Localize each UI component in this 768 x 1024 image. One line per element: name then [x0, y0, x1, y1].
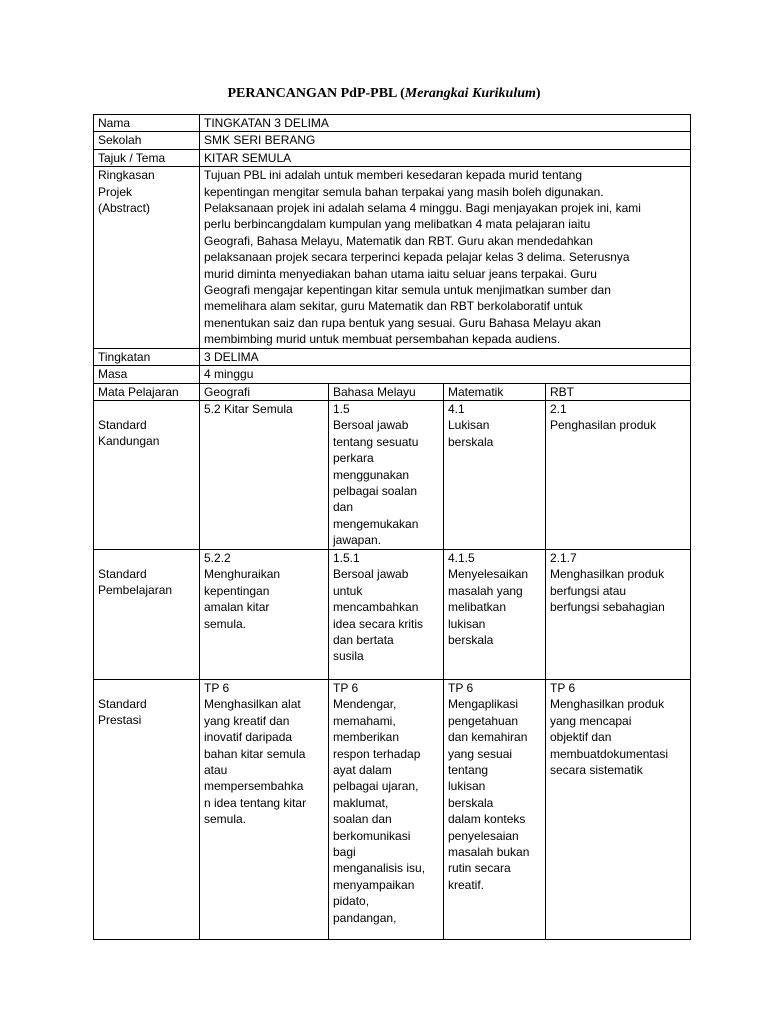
cell-line: mempersembahka	[204, 779, 304, 794]
cell-line: dan kemahiran	[448, 730, 528, 745]
cell-line: penyelesaian	[448, 828, 519, 843]
title-main: PERANCANGAN PdP-PBL (	[227, 86, 405, 101]
cell-line: tentang sesuatu	[333, 434, 419, 449]
abstract-line: Geografi mengajar kepentingan kitar semula untuk menjimatkan sumber dan	[204, 283, 611, 298]
cell-line: amalan kitar	[204, 600, 270, 615]
cell-kandungan-geografi	[200, 400, 329, 549]
cell-line: kepentingan	[204, 583, 270, 598]
cell-line: Penghasilan produk	[550, 418, 657, 433]
subject-geografi: Geografi	[200, 383, 329, 400]
label-ringkasan	[94, 167, 200, 348]
abstract-line: memelihara alam sekitar, guru Matematik dan RBT berkolaboratif untuk	[204, 299, 583, 314]
cell-line: tentang	[448, 762, 489, 777]
cell-kandungan-bahasa-melayu	[329, 400, 444, 549]
cell-line: berskala	[448, 632, 494, 647]
cell-line: berfungsi atau	[550, 583, 627, 598]
cell-line: memahami,	[333, 713, 396, 728]
cell-line: n idea tentang kitar	[204, 795, 307, 810]
row-standard-prestasi	[94, 679, 691, 939]
abstract-line: pelaksanaan projek secara terperinci kepada pelajar kelas 3 delima. Seterusnya	[204, 250, 630, 265]
row-sekolah	[94, 132, 691, 149]
cell-line: semula.	[204, 616, 247, 631]
abstract-line: kepentingan mengitar semula bahan terpakai yang masih boleh digunakan.	[204, 184, 604, 199]
cell-line: TP 6	[204, 680, 230, 695]
cell-line: Lukisan	[448, 418, 490, 433]
value-nama: TINGKATAN 3 DELIMA	[200, 115, 691, 132]
cell-line: TP 6	[333, 680, 359, 695]
label-line: Pembelajaran	[98, 583, 173, 598]
cell-line: berskala	[448, 434, 494, 449]
cell-line: susila	[333, 649, 364, 664]
value-sekolah: SMK SERI BERANG	[200, 132, 691, 149]
cell-pembelajaran-bahasa-melayu	[329, 549, 444, 679]
cell-line: inovatif daripada	[204, 730, 293, 745]
label-mata-pelajaran: Mata Pelajaran	[94, 383, 200, 400]
cell-line: soalan dan	[333, 812, 392, 827]
title-italic: Merangkai Kurikulum	[404, 86, 536, 101]
cell-line: respon terhadap	[333, 746, 421, 761]
cell-prestasi-rbt	[546, 679, 691, 939]
value-ringkasan	[200, 167, 691, 348]
cell-line: berfungsi sebahagian	[550, 600, 665, 615]
label-standard-prestasi	[94, 679, 200, 939]
cell-line: mengemukakan	[333, 516, 419, 531]
cell-line: bahan kitar semula	[204, 746, 306, 761]
cell-line: pandangan,	[333, 910, 397, 925]
cell-kandungan-matematik	[444, 400, 546, 549]
cell-line: Menghasilkan alat	[204, 697, 301, 712]
cell-line: yang kreatif dan	[204, 713, 290, 728]
cell-prestasi-bahasa-melayu	[329, 679, 444, 939]
cell-line: atau	[204, 762, 228, 777]
value-tajuk: KITAR SEMULA	[200, 149, 691, 166]
document-title	[0, 86, 768, 102]
cell-line: Mengaplikasi	[448, 697, 519, 712]
cell-line: pelbagai soalan	[333, 483, 418, 498]
cell-line: mencambahkan	[333, 600, 419, 615]
label-standard-pembelajaran	[94, 549, 200, 679]
value-masa: 4 minggu	[200, 366, 691, 383]
cell-line: semula.	[204, 812, 247, 827]
abstract-line: murid diminta menyediakan bahan utama iaitu seluar jeans terpakai. Guru	[204, 266, 597, 281]
label-line: Standard	[98, 696, 147, 711]
cell-line: dan	[333, 500, 354, 515]
label-ringkasan-line: Projek	[98, 184, 133, 199]
cell-line: lukisan	[448, 779, 486, 794]
subject-bahasa-melayu: Bahasa Melayu	[329, 383, 444, 400]
cell-line: lukisan	[448, 616, 486, 631]
cell-line: menganalisis isu,	[333, 861, 426, 876]
planning-table	[93, 114, 691, 940]
cell-line: maklumat,	[333, 795, 389, 810]
label-ringkasan-line: (Abstract)	[98, 201, 151, 216]
cell-line: pidato,	[333, 894, 370, 909]
cell-line: TP 6	[550, 680, 576, 695]
cell-line: Bersoal jawab	[333, 567, 409, 582]
cell-prestasi-geografi	[200, 679, 329, 939]
value-tingkatan: 3 DELIMA	[200, 348, 691, 365]
row-ringkasan	[94, 167, 691, 348]
row-tajuk	[94, 149, 691, 166]
cell-line: masalah bukan	[448, 844, 530, 859]
abstract-line: Geografi, Bahasa Melayu, Matematik dan RBT. Guru akan mendedahkan	[204, 233, 593, 248]
label-tajuk: Tajuk / Tema	[94, 149, 200, 166]
row-standard-pembelajaran	[94, 549, 691, 679]
cell-line: 1.5	[333, 401, 350, 416]
cell-line: Mendengar,	[333, 697, 397, 712]
row-masa	[94, 366, 691, 383]
label-nama: Nama	[94, 115, 200, 132]
subject-rbt: RBT	[546, 383, 691, 400]
cell-line: Bersoal jawab	[333, 418, 409, 433]
cell-line: Menghasilkan produk	[550, 697, 665, 712]
row-nama	[94, 115, 691, 132]
cell-line: TP 6	[448, 680, 474, 695]
cell-line: 1.5.1	[333, 550, 360, 565]
label-ringkasan-line: Ringkasan	[98, 168, 155, 183]
label-line: Prestasi	[98, 713, 142, 728]
cell-line: Menghuraikan	[204, 567, 281, 582]
cell-line: kreatif.	[448, 877, 485, 892]
abstract-line: perlu berbincangdalam kumpulan yang melibatkan 4 mata pelajaran iaitu	[204, 217, 591, 232]
cell-line: 4.1.5	[448, 550, 475, 565]
cell-line: 5.2.2	[204, 550, 231, 565]
cell-pembelajaran-rbt	[546, 549, 691, 679]
label-line: Standard	[98, 417, 147, 432]
cell-pembelajaran-geografi	[200, 549, 329, 679]
cell-line: ayat dalam	[333, 762, 392, 777]
cell-line: membuatdokumentasi	[550, 746, 669, 761]
row-mata-pelajaran	[94, 383, 691, 400]
cell-line: memberikan	[333, 730, 400, 745]
cell-line: rutin secara	[448, 861, 511, 876]
cell-line: menyampaikan	[333, 877, 415, 892]
cell-line: yang mencapai	[550, 713, 632, 728]
abstract-line: Pelaksanaan projek ini adalah selama 4 minggu. Bagi menjayakan projek ini, kami	[204, 201, 641, 216]
cell-pembelajaran-matematik	[444, 549, 546, 679]
cell-line: jawapan.	[333, 533, 382, 548]
label-line: Standard	[98, 566, 147, 581]
cell-line: dalam konteks	[448, 812, 526, 827]
cell-line: yang sesuai	[448, 746, 513, 761]
cell-line: 2.1.7	[550, 550, 577, 565]
subject-matematik: Matematik	[444, 383, 546, 400]
cell-prestasi-matematik	[444, 679, 546, 939]
cell-line: secara sistematik	[550, 762, 643, 777]
cell-line: Menghasilkan produk	[550, 567, 665, 582]
cell-line: objektif dan	[550, 730, 612, 745]
abstract-line: Tujuan PBL ini adalah untuk memberi kesedaran kepada murid tentang	[204, 168, 583, 183]
abstract-line: menentukan saiz dan rupa bentuk yang sesuai. Guru Bahasa Melayu akan	[204, 315, 601, 330]
cell-line: melibatkan	[448, 600, 507, 615]
cell-line: 5.2 Kitar Semula	[204, 401, 293, 416]
label-line: Kandungan	[98, 434, 160, 449]
row-tingkatan	[94, 348, 691, 365]
cell-line: untuk	[333, 583, 363, 598]
cell-line: bagi	[333, 844, 356, 859]
cell-line: pelbagai ujaran,	[333, 779, 419, 794]
cell-line: masalah yang	[448, 583, 523, 598]
cell-line: berskala	[448, 795, 494, 810]
cell-line: idea secara kritis	[333, 616, 424, 631]
cell-line: dan bertata	[333, 632, 394, 647]
cell-line: perkara	[333, 451, 374, 466]
cell-line: Menyelesaikan	[448, 567, 529, 582]
cell-line: 4.1	[448, 401, 465, 416]
cell-kandungan-rbt	[546, 400, 691, 549]
cell-line: berkomunikasi	[333, 828, 411, 843]
title-close: )	[535, 86, 541, 101]
cell-line: pengetahuan	[448, 713, 519, 728]
label-sekolah: Sekolah	[94, 132, 200, 149]
cell-line: 2.1	[550, 401, 567, 416]
row-standard-kandungan	[94, 400, 691, 549]
label-masa: Masa	[94, 366, 200, 383]
cell-line: menggunakan	[333, 467, 410, 482]
label-tingkatan: Tingkatan	[94, 348, 200, 365]
label-standard-kandungan	[94, 400, 200, 549]
abstract-line: membimbing murid untuk membuat persembahan kepada audiens.	[204, 332, 561, 347]
